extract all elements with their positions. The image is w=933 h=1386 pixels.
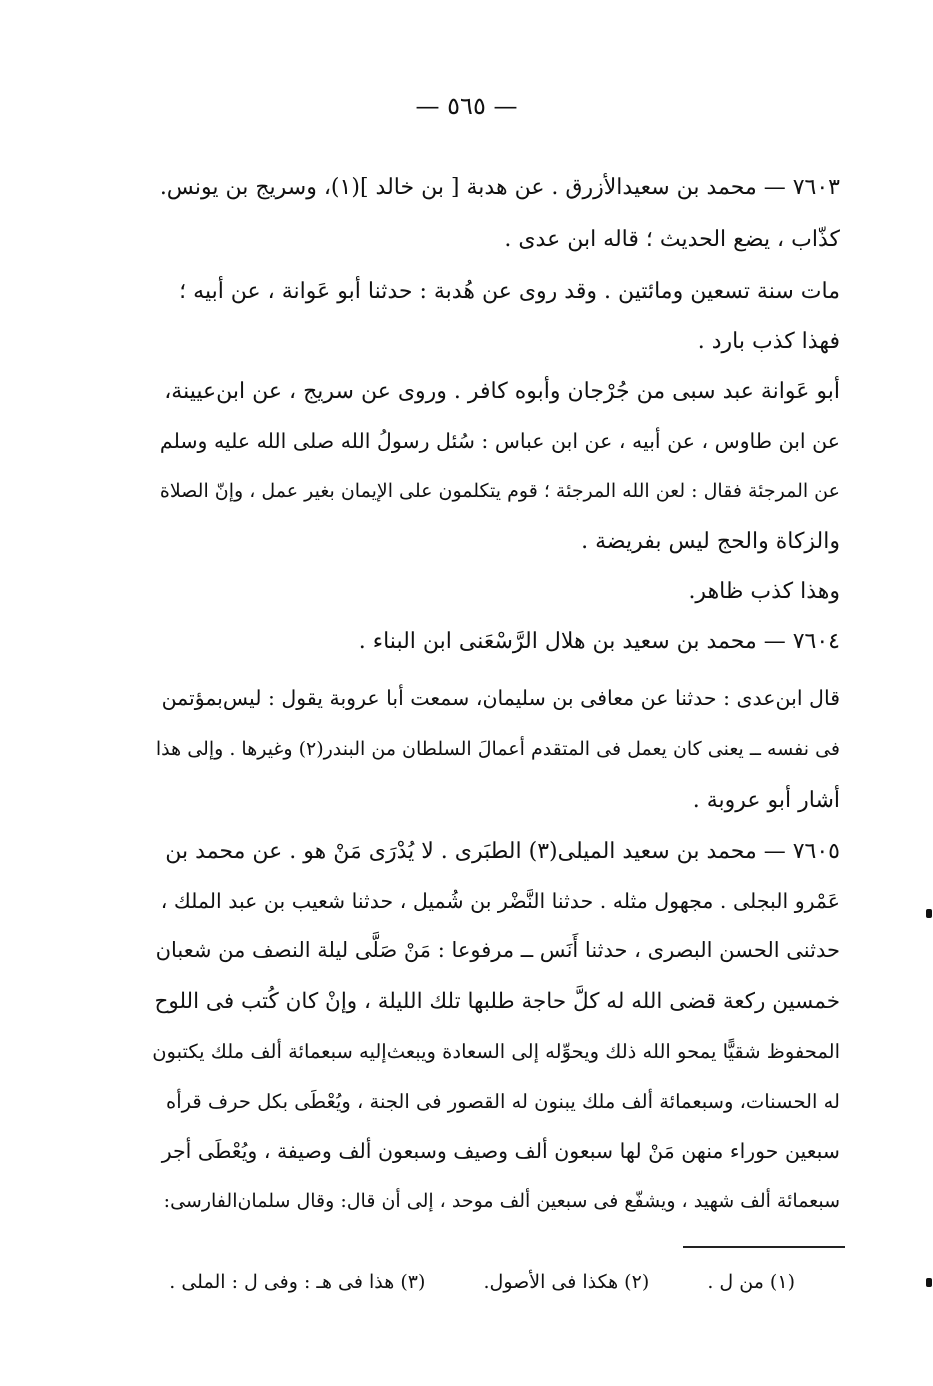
footnote-1: (١) من ل . — [707, 1271, 795, 1293]
body-line-6: عن ابن طاوس ، عن أبيه ، عن ابن عباس : سُئل رسولُ الله صلى الله عليه وسلم — [159, 429, 840, 453]
margin-ink-mark — [926, 909, 932, 918]
page-number: — ٥٦٥ — — [415, 92, 518, 120]
body-line-5: أبو عَوانة عبد سبى من جُرْجان وأبوه كافر . وروى عن سريج ، عن ابن‌عيينة، — [164, 379, 840, 404]
body-line-8: والزكاة والحج ليس بفريضة . — [581, 529, 840, 554]
footnote-3: (٣) هذا فى هـ : وفى ل : الملى . — [169, 1271, 426, 1293]
footnote-divider — [683, 1246, 845, 1248]
body-line-13: أشار أبو عروبة . — [692, 788, 840, 813]
margin-ink-mark — [926, 1278, 932, 1287]
body-line-1: ٧٦٠٣ — محمد بن سعيدالأزرق . عن هدبة [ بن خالد ](١)، وسريج بن يونس. — [159, 175, 840, 200]
body-line-3: مات سنة تسعين ومائتين . وقد روى عن هُدبة : حدثنا أبو عَوانة ، عن أبيه ؛ — [179, 279, 840, 304]
body-line-15: عَمْرو البجلى . مجهول مثله . حدثنا النَّضْر بن شُميل ، حدثنا شعيب بن عبد الملك ، — [160, 889, 840, 913]
body-line-19: له الحسنات، وسبعمائة ألف ملك يبنون له القصور فى الجنة ، ويُعْطَى بكل حرف قرأه — [166, 1090, 840, 1113]
body-line-9: وهذا كذب ظاهر. — [688, 579, 840, 604]
body-line-12: فى نفسه ــ يعنى كان يعمل فى المتقدم أعمالَ السلطان من البندر(٢) وغيرها . وإلى هذا — [155, 738, 840, 760]
body-line-2: كذّاب ، يضع الحديث ؛ قاله ابن عدى . — [504, 227, 840, 252]
footnotes — [150, 1268, 795, 1296]
body-line-11: قال ابن‌عدى : حدثنا عن معافى بن سليمان، سمعت أبا عروبة يقول : ليس‌بمؤتمن — [161, 686, 840, 710]
body-line-16: حدثنى الحسن البصرى ، حدثنا أَنَس ــ مرفوعا : مَنْ صَلَّى ليلة النصف من شعبان — [155, 938, 840, 962]
body-line-20: سبعين حوراء منهن مَنْ لها سبعون ألف وصيف وسبعون ألف وصيفة ، ويُعْطَى أجر — [161, 1139, 840, 1163]
body-line-10: ٧٦٠٤ — محمد بن سعيد بن هلال الرَّسْعَنى ابن البناء . — [358, 629, 840, 654]
body-line-17: خمسين ركعة قضى الله له كلَّ حاجة طلبها تلك الليلة ، وإنْ كان كُتب فى اللوح — [154, 989, 840, 1014]
body-line-7: عن المرجئة فقال : لعن الله المرجئة ؛ قوم يتكلمون على الإيمان بغير عمل ، وإنّ الصلاة — [159, 480, 840, 502]
body-line-18: المحفوظ شقيًّا يمحو الله ذلك ويحوِّله إلى السعادة ويبعث‌إليه سبعمائة ألف ملك يكتبون — [152, 1040, 840, 1063]
body-line-21: سبعمائة ألف شهيد ، ويشفّع فى سبعين ألف موحد ، إلى أن قال: وقال سلمان‌الفارسى: — [163, 1190, 840, 1212]
footnote-2: (٢) هكذا فى الأصول. — [483, 1271, 650, 1293]
body-line-14: ٧٦٠٥ — محمد بن سعيد الميلى(٣) الطبَرى . لا يُدْرَى مَنْ هو . عن محمد بن — [165, 839, 840, 864]
body-line-4: فهذا كذب بارد . — [697, 329, 840, 354]
